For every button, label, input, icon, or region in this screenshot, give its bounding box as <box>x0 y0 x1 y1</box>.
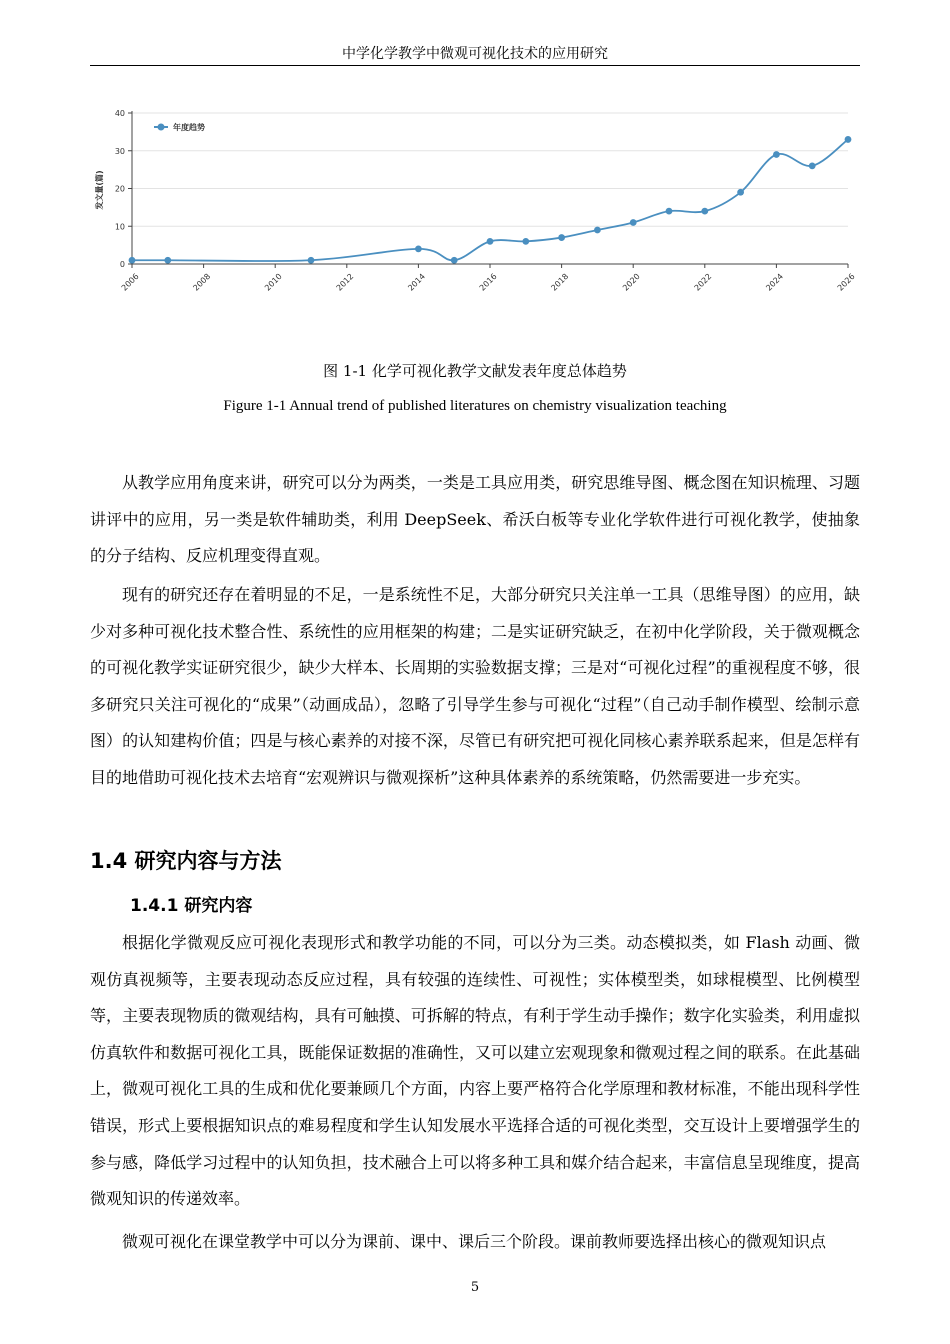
data-point <box>522 238 529 245</box>
data-point <box>487 238 494 245</box>
data-point <box>129 257 136 264</box>
y-axis-label: 发文量(篇) <box>95 170 104 210</box>
x-tick-label: 2014 <box>406 271 428 293</box>
data-point <box>737 189 744 196</box>
paragraph-application-types: 从教学应用角度来讲，研究可以分为两类，一类是工具应用类，研究思维导图、概念图在知识梳理、习题讲评中的应用，另一类是软件辅助类，利用 DeepSeek、希沃白板等专业化学软件进行可视化教学，使抽象的分子结构、反应机理变得直观。 <box>90 473 860 566</box>
paragraph-visualization-categories: 根据化学微观反应可视化表现形式和教学功能的不同，可以分为三类。动态模拟类，如 Flash 动画、微观仿真视频等，主要表现动态反应过程，具有较强的连续性、可视性；实体模型类，如球棍模型、比例模型等，主要表现物质的微观结构，具有可触摸、可拆解的特点，有利于学生动手操作；数字化实验类，利用虚拟仿真软件和数据可视化工具，既能保证数据的准确性，又可以建立宏观现象和微观过程之间的联系。在此基础上，微观可视化工具的生成和优化要兼顾几个方面，内容上要严格符合化学原理和教材标准，不能出现科学性错误，形式上要根据知识点的难易程度和学生认知发展水平选择合适的可视化类型，交互设计上要增强学生的参与感，降低学习过程中的认知负担，技术融合上可以将多种工具和媒介结合起来，丰富信息呈现维度，提高微观知识的传递效率。 <box>90 933 860 1209</box>
chart-legend <box>154 122 205 132</box>
chart-gridlines <box>132 113 848 226</box>
y-tick-label: 30 <box>114 146 125 156</box>
legend-label: 年度趋势 <box>173 123 205 132</box>
data-point <box>415 246 422 253</box>
data-point <box>809 162 816 169</box>
x-tick-label: 2022 <box>692 271 714 293</box>
paragraph-classroom-stages: 微观可视化在课堂教学中可以分为课前、课中、课后三个阶段。课前教师要选择出核心的微观知识点 <box>122 1232 827 1251</box>
page-number: 5 <box>470 1280 480 1295</box>
data-point <box>845 136 852 143</box>
paragraph-research-gaps: 现有的研究还存在着明显的不足，一是系统性不足，大部分研究只关注单一工具（思维导图）的应用，缺少对多种可视化技术整合性、系统性的应用框架的构建；二是实证研究缺乏，在初中化学阶段，关于微观概念的可视化教学实证研究很少，缺少大样本、长周期的实验数据支撑；三是对“可视化过程”的重视程度不够，很多研究只关注可视化的“成果”（动画成品），忽略了引导学生参与可视化“过程”（自己动手制作模型、绘制示意图）的认知建构价值；四是与核心素养的对接不深，尽管已有研究把可视化同核心素养联系起来，但是怎样有目的地借助可视化技术去培育“宏观辨识与微观探析”这种具体素养的系统策略，仍然需要进一步充实。 <box>90 585 860 787</box>
y-tick-label: 0 <box>119 260 125 269</box>
data-point <box>701 208 708 215</box>
data-point <box>630 219 637 226</box>
data-point <box>558 234 565 241</box>
data-point <box>164 257 171 264</box>
x-tick-label: 2026 <box>835 271 857 293</box>
y-tick-label: 10 <box>114 222 125 232</box>
series-points <box>129 136 852 264</box>
x-tick-label: 2010 <box>263 271 284 293</box>
data-point <box>308 257 315 264</box>
figure-caption-zh: 图 1-1 化学可视化教学文献发表年度总体趋势 <box>323 362 627 380</box>
y-tick-label: 40 <box>114 109 125 118</box>
section-heading-1-4: 1.4 研究内容与方法 <box>90 849 282 873</box>
trend-line-chart <box>80 95 870 325</box>
figure-caption-en: Figure 1-1 Annual trend of published literatures on chemistry visualization teaching <box>223 398 727 414</box>
x-tick-label: 2012 <box>334 271 356 293</box>
x-tick-label: 2018 <box>549 271 571 293</box>
x-tick-label: 2024 <box>764 271 786 293</box>
x-tick-label: 2006 <box>119 271 141 293</box>
data-point <box>773 151 780 158</box>
data-point <box>666 208 673 215</box>
x-tick-label: 2020 <box>621 271 642 293</box>
data-point <box>451 257 458 264</box>
running-header: 中学化学教学中微观可视化技术的应用研究 <box>342 46 608 62</box>
data-point <box>594 227 601 234</box>
x-tick-label: 2008 <box>191 271 213 293</box>
legend-dot-marker <box>158 124 165 131</box>
y-tick-label: 20 <box>114 184 125 194</box>
x-tick-label: 2016 <box>477 271 499 293</box>
header-rule <box>90 65 860 66</box>
subsection-heading-1-4-1: 1.4.1 研究内容 <box>130 896 253 916</box>
chart-axes <box>115 109 857 293</box>
